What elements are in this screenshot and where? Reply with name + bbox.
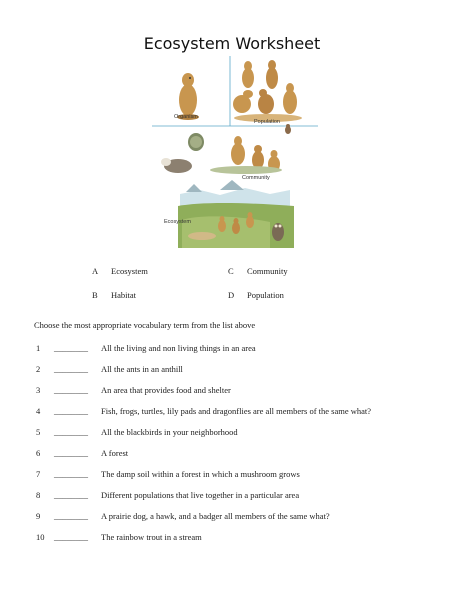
question-text: A prairie dog, a hawk, and a badger all members of the same what? (101, 511, 330, 521)
community-animals (161, 124, 291, 174)
answer-blank[interactable]: ________ (54, 406, 88, 416)
population-prairie-dogs (233, 60, 302, 122)
question-number: 10 (36, 532, 45, 542)
answer-blank[interactable]: ________ (54, 364, 88, 374)
question-number: 9 (36, 511, 41, 521)
option-letter: C (228, 266, 234, 276)
answer-blank[interactable]: ________ (54, 448, 88, 458)
option-term: Ecosystem (111, 266, 148, 276)
question-text: All the living and non living things in an area (101, 343, 256, 353)
panel-label-organism: Organism (174, 114, 198, 120)
question-number: 4 (36, 406, 41, 416)
option-term: Community (247, 266, 288, 276)
question-text: A forest (101, 448, 129, 458)
question-number: 7 (36, 469, 41, 479)
option-letter: A (92, 266, 99, 276)
question-text: All the ants in an anthill (101, 364, 183, 374)
instructions-text: Choose the most appropriate vocabulary term from the list above (34, 320, 256, 330)
option-term: Population (247, 290, 284, 300)
answer-blank[interactable]: ________ (54, 532, 88, 542)
option-letter: D (228, 290, 235, 300)
question-number: 1 (36, 343, 41, 353)
ecosystem-scene (178, 180, 294, 248)
question-number: 6 (36, 448, 41, 458)
answer-blank[interactable]: ________ (54, 343, 88, 353)
option-d (228, 290, 284, 300)
question-number: 3 (36, 385, 41, 395)
question-number: 2 (36, 364, 41, 374)
question-text: Different populations that live together in a particular area (101, 490, 300, 500)
panel-label-ecosystem: Ecosystem (164, 219, 191, 225)
option-c (228, 266, 288, 276)
organism-prairie-dog (177, 73, 199, 120)
worksheet-title: Ecosystem Worksheet (143, 34, 321, 53)
panel-label-community: Community (242, 175, 270, 181)
answer-blank[interactable]: ________ (54, 511, 88, 521)
question-text: All the blackbirds in your neighborhood (101, 427, 238, 437)
answer-blank[interactable]: ________ (54, 427, 88, 437)
answer-blank[interactable]: ________ (54, 469, 88, 479)
question-number: 8 (36, 490, 41, 500)
question-number: 5 (36, 427, 41, 437)
answer-blank[interactable]: ________ (54, 490, 88, 500)
answer-blank[interactable]: ________ (54, 385, 88, 395)
question-text: An area that provides food and shelter (101, 385, 231, 395)
question-text: The damp soil within a forest in which a mushroom grows (101, 469, 300, 479)
question-text: The rainbow trout in a stream (101, 532, 202, 542)
ecosystem-illustration (150, 56, 320, 248)
option-b (92, 290, 136, 300)
panel-label-population: Population (254, 119, 280, 125)
question-text: Fish, frogs, turtles, lily pads and dragonflies are all members of the same what? (101, 406, 372, 416)
option-letter: B (92, 290, 98, 300)
option-a (92, 266, 148, 276)
option-term: Habitat (111, 290, 137, 300)
